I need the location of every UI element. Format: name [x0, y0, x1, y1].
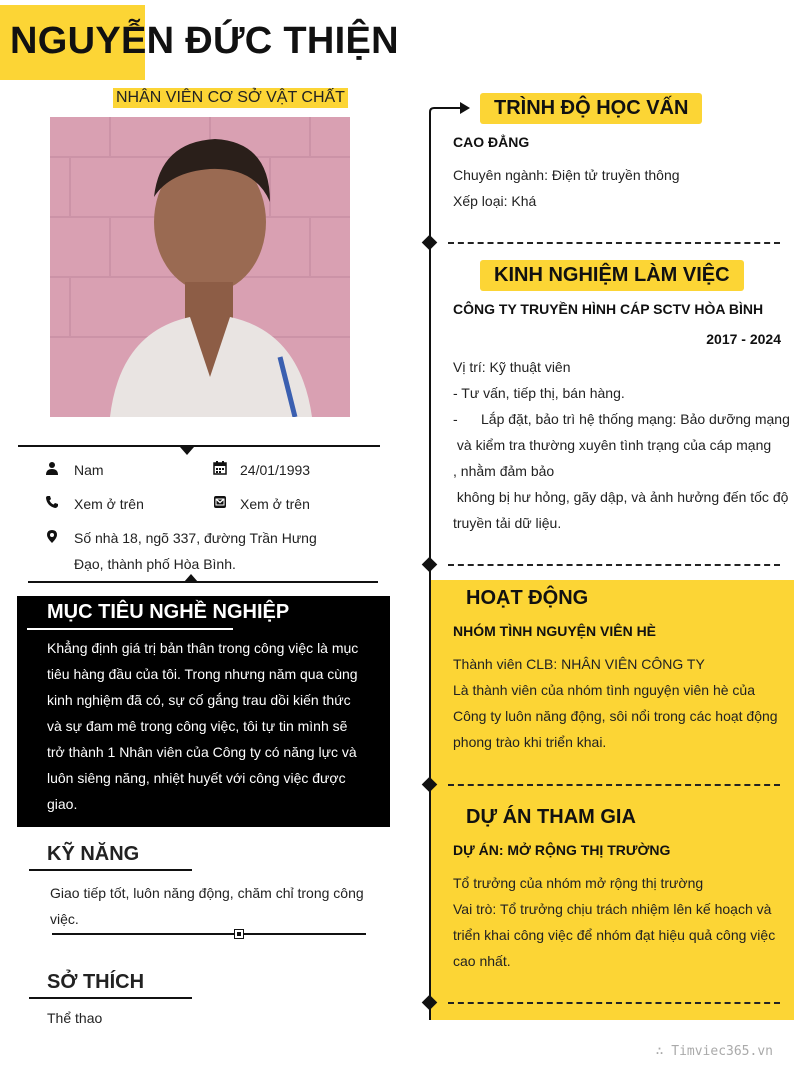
education-rank: Xếp loại: Khá — [453, 193, 537, 209]
phone-value: Xem ở trên — [74, 496, 144, 512]
experience-detail-line: - Lắp đặt, bảo trì hệ thống mạng: Bảo dưỡng mạng — [453, 411, 790, 427]
section-separator — [448, 242, 780, 244]
birthday-value: 24/01/1993 — [240, 462, 311, 478]
experience-period: 2017 - 2024 — [706, 331, 781, 347]
experience-detail-line: không bị hư hỏng, gãy dập, và ảnh hưởng đến tốc độ — [453, 489, 789, 505]
activities-org: NHÓM TÌNH NGUYỆN VIÊN HÈ — [453, 623, 657, 639]
objective-underline — [27, 628, 233, 630]
section-separator — [448, 1002, 780, 1004]
experience-detail-line: , nhằm đảm bảo — [453, 463, 555, 479]
objective-line: giao. — [47, 796, 78, 812]
project-name: DỰ ÁN: MỞ RỘNG THỊ TRƯỜNG — [453, 842, 671, 858]
avatar-image — [50, 117, 350, 417]
project-line: cao nhất. — [453, 953, 511, 969]
hobbies-title: SỞ THÍCH — [47, 971, 145, 993]
timeline-node — [422, 235, 438, 251]
experience-company: CÔNG TY TRUYỀN HÌNH CÁP SCTV HÒA BÌNH — [453, 301, 764, 317]
section-separator — [448, 564, 780, 566]
skill-level-marker-dot — [237, 932, 241, 936]
skill-bar-track — [52, 933, 366, 935]
education-degree: CAO ĐẲNG — [453, 134, 530, 150]
activities-line: phong trào khi triển khai. — [453, 734, 607, 750]
activities-line: Công ty luôn năng động, sôi nổi trong các hoạt động — [453, 708, 778, 724]
activities-title: HOẠT ĐỘNG — [466, 587, 589, 609]
hobbies-text: Thể thao — [47, 1010, 103, 1026]
candidate-name: NGUYỄN ĐỨC THIỆN — [10, 20, 399, 62]
skill-level-marker — [234, 929, 244, 939]
project-line: triển khai công việc để nhóm đạt hiệu quả công việc — [453, 927, 776, 943]
divider-arrow — [180, 447, 194, 455]
gender-value: Nam — [74, 462, 104, 478]
phone-icon — [45, 495, 59, 509]
objective-section — [17, 596, 390, 827]
hobbies-underline — [29, 997, 192, 999]
profile-photo — [50, 117, 350, 417]
experience-detail-line: - Tư vấn, tiếp thị, bán hàng. — [453, 385, 625, 401]
experience-detail-line: và kiểm tra thường xuyên tình trạng của cáp mạng — [453, 437, 772, 453]
info-top-divider — [18, 445, 380, 447]
objective-line: Khẳng định giá trị bản thân trong công việc là mục — [47, 640, 359, 656]
activities-line: Là thành viên của nhóm tình nguyện viên hè của — [453, 682, 755, 698]
section-separator — [448, 784, 780, 786]
education-major: Chuyên ngành: Điện tử truyền thông — [453, 167, 680, 183]
experience-details — [453, 354, 788, 536]
objective-title: MỤC TIÊU NGHỀ NGHIỆP — [47, 601, 290, 623]
timeline-node — [422, 557, 438, 573]
address-line-1: Số nhà 18, ngõ 337, đường Trần Hưng — [74, 530, 317, 546]
experience-detail-line: truyền tải dữ liệu. — [453, 515, 562, 531]
projects-title: DỰ ÁN THAM GIA — [466, 806, 636, 828]
calendar-icon — [213, 461, 227, 475]
info-bottom-divider — [28, 581, 378, 583]
skills-underline — [29, 869, 192, 871]
skills-title: KỸ NĂNG — [47, 843, 140, 865]
objective-text — [47, 635, 362, 817]
candidate-role: NHÂN VIÊN CƠ SỞ VẬT CHẤT — [113, 88, 348, 108]
map-pin-icon — [45, 529, 59, 543]
project-details — [453, 870, 783, 974]
watermark: ∴ Timviec365.vn — [655, 1044, 773, 1059]
email-icon — [213, 495, 227, 509]
experience-title: KINH NGHIỆM LÀM VIỆC — [480, 260, 744, 291]
experience-position: Vị trí: Kỹ thuật viên — [453, 359, 571, 375]
address-line-2: Đạo, thành phố Hòa Bình. — [74, 556, 236, 572]
email-value: Xem ở trên — [240, 496, 310, 512]
project-line: Tổ trưởng của nhóm mở rộng thị trường — [453, 875, 704, 891]
activities-member: Thành viên CLB: NHÂN VIÊN CÔNG TY — [453, 656, 705, 672]
objective-line: trở thành 1 Nhân viên của Công ty có năng lực và — [47, 744, 357, 760]
skills-line-1: Giao tiếp tốt, luôn năng động, chăm chỉ trong công — [50, 885, 364, 901]
skills-line-2: việc. — [50, 911, 79, 927]
timeline-arrow-icon — [428, 100, 472, 124]
user-icon — [45, 461, 59, 475]
objective-line: kinh nghiệm đã có, sự cố gắng trau dồi kiến thức — [47, 692, 351, 708]
objective-line: tiêu hàng đầu của tôi. Trong nhưng năm qua cùng — [47, 666, 358, 682]
project-line: Vai trò: Tổ trưởng chịu trách nhiệm lên kế hoạch và — [453, 901, 772, 917]
education-title: TRÌNH ĐỘ HỌC VẤN — [480, 93, 702, 124]
objective-line: và sự đam mê trong công việc, tôi tự tin mình sẽ — [47, 718, 348, 734]
activities-details — [453, 651, 781, 755]
objective-line: luôn siêng năng, nhiệt huyết với công việc được — [47, 770, 346, 786]
